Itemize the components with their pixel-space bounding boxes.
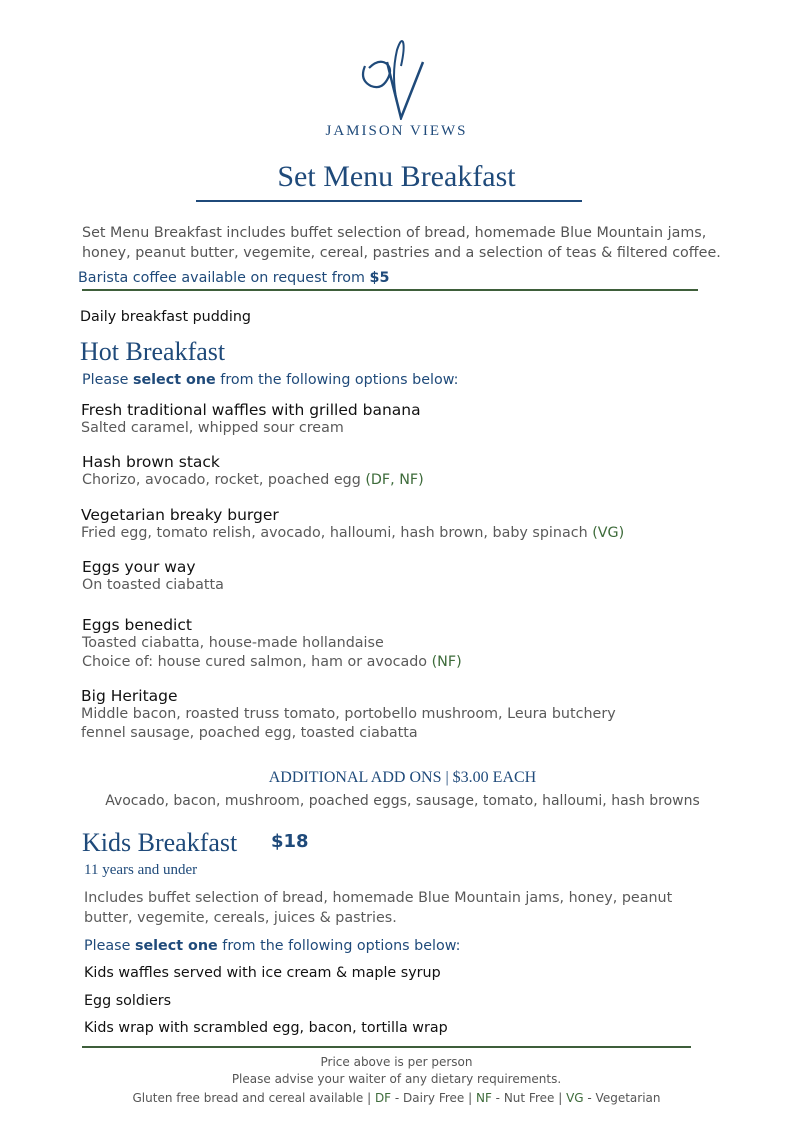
menu-item [82, 453, 424, 490]
item-desc: Salted caramel, whipped sour cream [81, 420, 344, 436]
item-name: Hash brown stack [82, 453, 220, 471]
addons-list: Avocado, bacon, mushroom, poached eggs, sausage, tomato, halloumi, hash browns [105, 793, 700, 809]
item-desc: Middle bacon, roasted truss tomato, portobello mushroom, Leura butchery [81, 706, 616, 722]
menu-item [81, 401, 421, 438]
footer-dietary-note: Please advise your waiter of any dietary requirements. [231, 1072, 562, 1086]
nf-tag: NF [475, 1091, 492, 1105]
item-desc-2: fennel sausage, poached egg, toasted ciabatta [81, 725, 418, 741]
vg-tag: VG [566, 1091, 584, 1105]
barista-note [78, 270, 389, 286]
kids-price: $18 [271, 831, 309, 852]
kids-breakfast-heading: Kids Breakfast [82, 828, 238, 857]
dietary-tag: (DF, NF) [365, 472, 424, 488]
item-desc-2: Choice of: house cured salmon, ham or avocado (NF) [82, 654, 462, 670]
item-name: Eggs benedict [82, 616, 192, 634]
item-desc: Chorizo, avocado, rocket, poached egg (DF, NF) [82, 472, 424, 488]
item-name: Eggs your way [82, 558, 196, 576]
title-divider [196, 200, 582, 202]
menu-item [81, 687, 616, 743]
item-desc: On toasted ciabatta [82, 577, 224, 593]
hot-instruction [82, 372, 458, 388]
hot-instr-post: from the following options below: [215, 372, 459, 388]
kids-instr-post: from the following options below: [217, 938, 461, 954]
kids-instruction [84, 938, 460, 954]
intro-text: Set Menu Breakfast includes buffet selection of bread, homemade Blue Mountain jams, honey, peanut butter, vegemite, cereal, pastries and a selection of teas & filtered coffee. [82, 225, 721, 261]
kids-item: Egg soldiers [84, 993, 172, 1009]
green-divider-bottom [82, 1046, 691, 1048]
item-name: Big Heritage [81, 687, 178, 705]
hot-instr-bold: select one [132, 372, 216, 388]
df-tag: DF [374, 1091, 392, 1105]
item-name: Fresh traditional waffles with grilled banana [81, 401, 421, 419]
brand-name: JAMISON VIEWS [325, 123, 468, 139]
item-name: Vegetarian breaky burger [81, 506, 279, 524]
kids-instr-bold: select one [134, 938, 218, 954]
hot-breakfast-heading: Hot Breakfast [80, 337, 226, 366]
brand-logo [0, 36, 793, 124]
kids-item: Kids wrap with scrambled egg, bacon, tortilla wrap [84, 1020, 448, 1036]
item-desc: Fried egg, tomato relish, avocado, halloumi, hash brown, baby spinach (VG) [81, 525, 625, 541]
dietary-tag: (NF) [431, 654, 462, 670]
kids-desc: Includes buffet selection of bread, homemade Blue Mountain jams, honey, peanut butter, vegemite, cereals, juices & pastries. [84, 890, 673, 926]
page-title: Set Menu Breakfast [277, 160, 516, 193]
menu-item [82, 616, 462, 672]
footer-price-note: Price above is per person [320, 1055, 473, 1069]
jv-monogram-icon [357, 36, 437, 120]
addons-heading: ADDITIONAL ADD ONS | $3.00 EACH [268, 769, 537, 786]
green-divider-top [82, 289, 698, 291]
hot-instr-pre: Please [82, 372, 133, 388]
kids-item: Kids waffles served with ice cream & maple syrup [84, 965, 441, 981]
dietary-tag: (VG) [592, 525, 625, 541]
barista-price: $5 [369, 270, 390, 286]
kids-age: 11 years and under [84, 862, 198, 878]
kids-instr-pre: Please [84, 938, 135, 954]
menu-item [81, 506, 624, 543]
footer-legend: Gluten free bread and cereal available | DF - Dairy Free | NF - Nut Free | VG - Vegetarian [132, 1091, 661, 1105]
daily-pudding: Daily breakfast pudding [80, 309, 251, 325]
item-desc: Toasted ciabatta, house-made hollandaise [82, 635, 384, 651]
barista-text: Barista coffee available on request from [78, 270, 370, 286]
menu-item [82, 558, 224, 595]
